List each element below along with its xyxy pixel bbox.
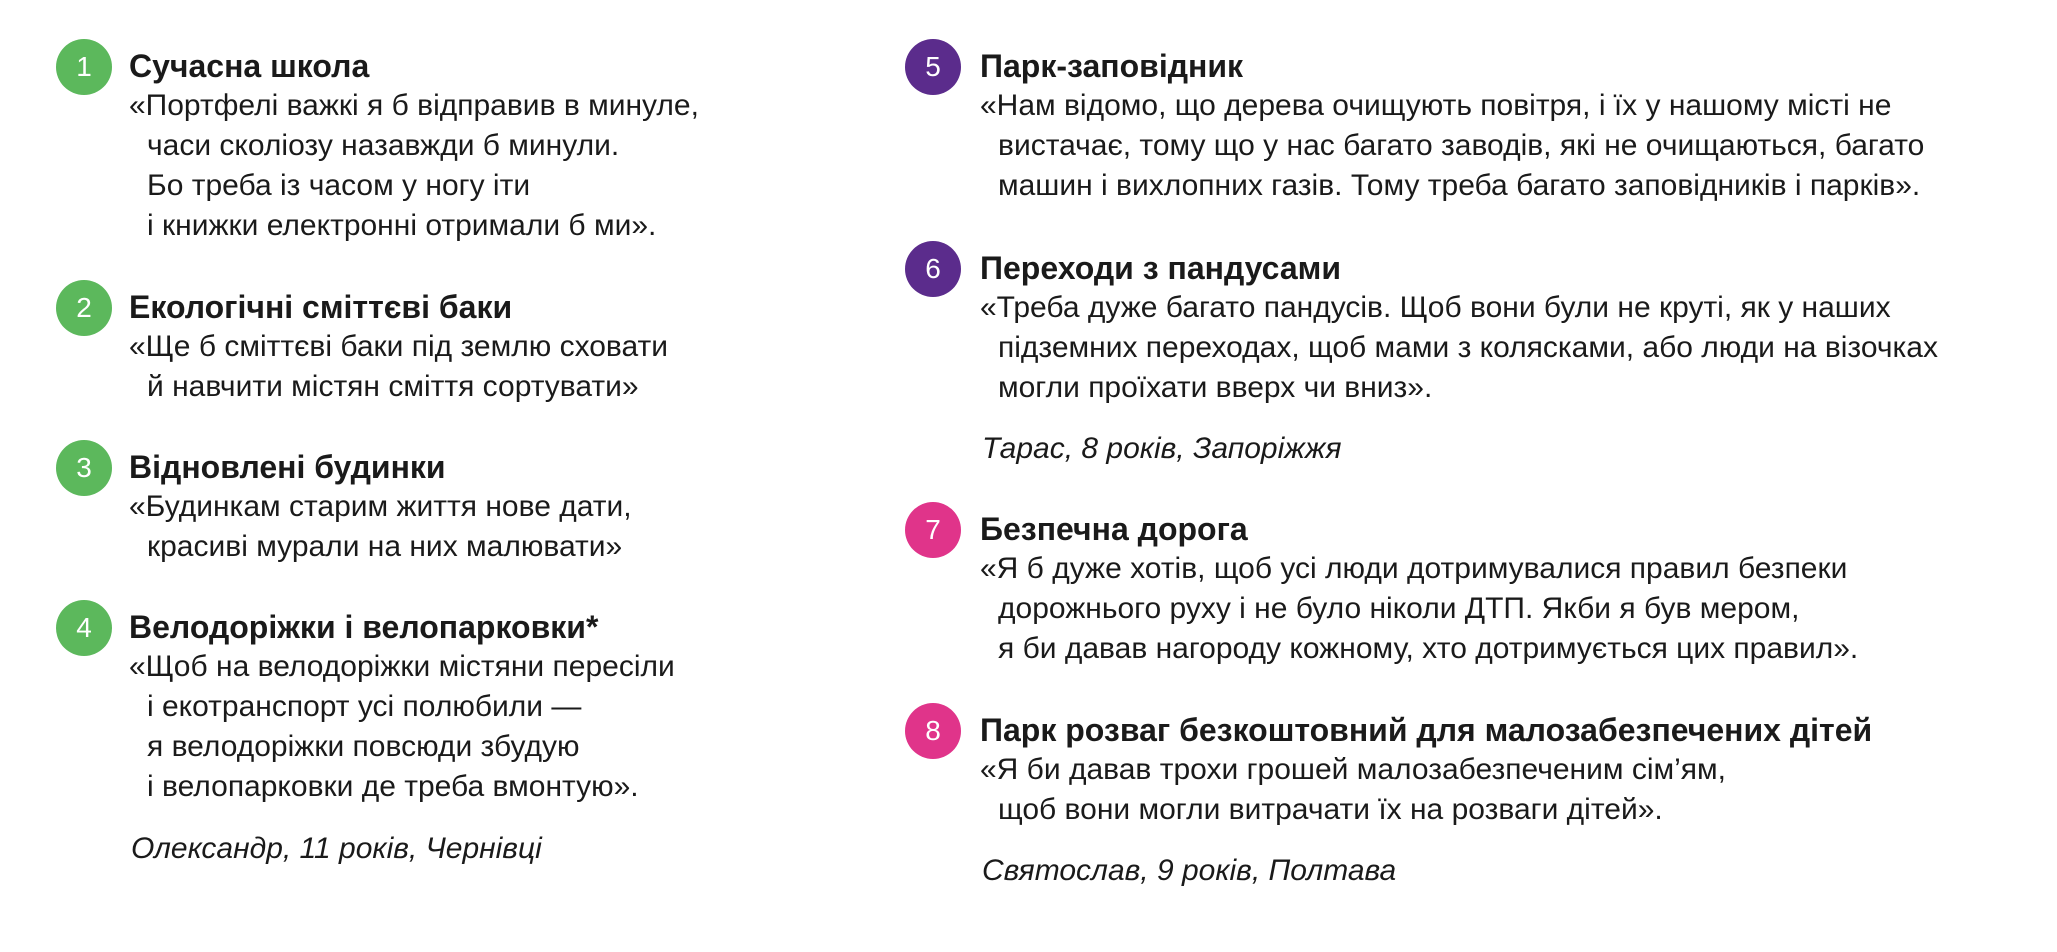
- item-quote: [980, 288, 1938, 408]
- quote-line: і екотранспорт усі полюбили —: [147, 690, 582, 723]
- number-badge: 4: [56, 600, 112, 656]
- item-quote: [980, 86, 1924, 206]
- quote-line: «Я би давав трохи грошей малозабезпеченим сім’ям,: [980, 753, 1726, 786]
- quote-line: я велодоріжки повсюди збудую: [147, 730, 580, 763]
- number-badge: 3: [56, 440, 112, 496]
- quote-line: «Треба дуже багато пандусів. Щоб вони були не круті, як у наших: [980, 291, 1891, 324]
- quote-line: часи сколіозу назавжди б минули.: [147, 129, 620, 162]
- quote-line: вистачає, тому що у нас багато заводів, які не очищаються, багато: [998, 129, 1925, 162]
- item-title: Екологічні сміттєві баки: [129, 289, 513, 325]
- number-badge: 1: [56, 39, 112, 95]
- quote-line: «Я б дуже хотів, щоб усі люди дотримувалися правил безпеки: [980, 552, 1848, 585]
- author-signature: Тарас, 8 років, Запоріжжя: [982, 432, 1342, 465]
- number-badge: 6: [905, 241, 961, 297]
- number-badge: 7: [905, 502, 961, 558]
- quote-line: красиві мурали на них малювати»: [147, 530, 623, 563]
- author-signature: Святослав, 9 років, Полтава: [982, 854, 1397, 887]
- quote-line: «Щоб на велодоріжки містяни пересіли: [129, 650, 675, 683]
- quote-line: щоб вони могли витрачати їх на розваги дітей».: [998, 793, 1663, 826]
- quote-line: «Будинкам старим життя нове дати,: [129, 490, 632, 523]
- item-quote: [980, 750, 1726, 830]
- quote-line: і велопарковки де треба вмонтую».: [147, 770, 639, 803]
- item-title: Відновлені будинки: [129, 449, 446, 485]
- number-badge: 8: [905, 703, 961, 759]
- item-title: Переходи з пандусами: [980, 250, 1341, 286]
- item-quote: [129, 327, 668, 407]
- quote-line: дорожнього руху і не було ніколи ДТП. Якби я був мером,: [998, 592, 1800, 625]
- item-quote: [129, 647, 675, 807]
- number-badge: 5: [905, 39, 961, 95]
- quote-line: й навчити містян сміття сортувати»: [147, 370, 639, 403]
- item-quote: [980, 549, 1858, 669]
- author-signature: Олександр, 11 років, Чернівці: [131, 832, 542, 865]
- quote-line: могли проїхати вверх чи вниз».: [998, 371, 1433, 404]
- quote-line: «Портфелі важкі я б відправив в минуле,: [129, 89, 699, 122]
- item-quote: [129, 487, 632, 567]
- item-title: Сучасна школа: [129, 48, 370, 84]
- quote-line: «Нам відомо, що дерева очищують повітря, і їх у нашому місті не: [980, 89, 1892, 122]
- item-quote: [129, 86, 699, 246]
- item-title: Велодоріжки і велопарковки*: [129, 609, 599, 645]
- quote-line: я би давав нагороду кожному, хто дотримується цих правил».: [998, 632, 1859, 665]
- number-badge: 2: [56, 280, 112, 336]
- quote-line: і книжки електронні отримали б ми».: [147, 209, 657, 242]
- item-title: Парк-заповідник: [980, 48, 1244, 84]
- quote-line: «Ще б сміттєві баки під землю сховати: [129, 330, 669, 363]
- item-title: Парк розваг безкоштовний для малозабезпечених дітей: [980, 712, 1873, 748]
- quote-line: Бо треба із часом у ногу іти: [147, 169, 531, 202]
- item-title: Безпечна дорога: [980, 511, 1248, 547]
- quote-line: машин і вихлопних газів. Тому треба багато заповідників і парків».: [998, 169, 1921, 202]
- quote-line: підземних переходах, щоб мами з колясками, або люди на візочках: [998, 331, 1938, 364]
